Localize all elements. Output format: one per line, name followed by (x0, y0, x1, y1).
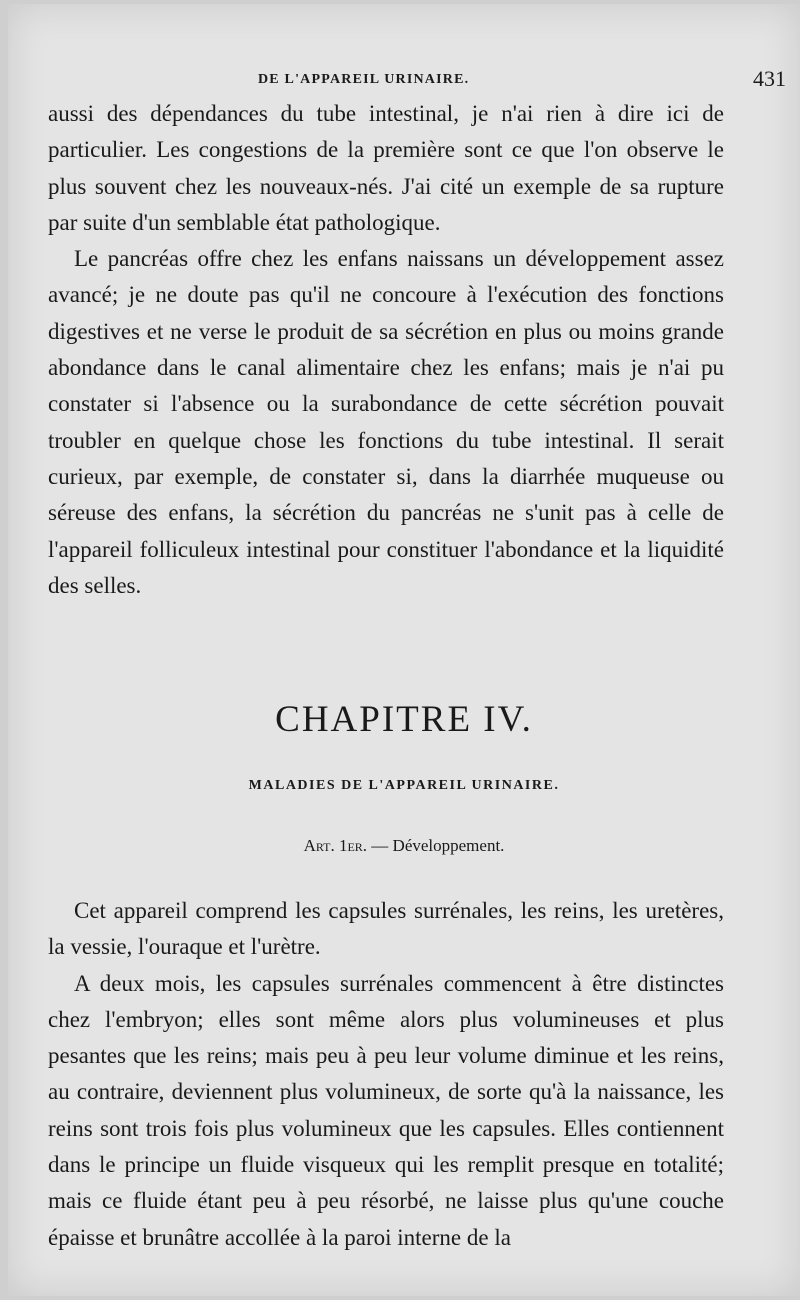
body-text-bottom (48, 893, 724, 1256)
paragraph: A deux mois, les capsules surrénales commencent à être distinctes chez l'embryon; elles sont même alors plus volumineuses et plus pesantes que les reins; mais peu à peu leur volume diminue et les reins, au contraire, deviennent plus volumineux, de sorte qu'à la naissance, les reins sont trois fois plus volumineux que les capsules. Elles contiennent dans le principe un fluide visqueux qui les remplit presque en totalité; mais ce fluide étant peu à peu résorbé, ne laisse plus qu'une couche épaisse et brunâtre accollée à la paroi interne de la (48, 970, 724, 1250)
paragraph: aussi des dépendances du tube intestinal, je n'ai rien à dire ici de particulier. Les congestions de la première sont ce que l'on observe le plus souvent chez les nouveaux-nés. J'ai cité un exemple de sa rupture par suite d'un semblable état pathologique. (48, 101, 724, 235)
article-number: Art. 1er. (303, 836, 368, 855)
chapter-title: CHAPITRE IV. (275, 699, 533, 740)
page-number: 431 (753, 66, 786, 91)
paragraph: Le pancréas offre chez les enfans naissans un développement assez avancé; je ne doute pas qu'il ne concoure à l'exécution des fonctions digestives et ne verse le produit de sa sécrétion en plus ou moins grande abondance dans le canal alimentaire chez les enfans; mais je n'ai pu constater si l'absence ou la surabondance de cette sécrétion pouvait troubler en quelque chose les fonctions du tube intestinal. Il serait curieux, par exemple, de constater si, dans la diarrhée muqueuse ou séreuse des enfans, la sécrétion du pancréas ne s'unit pas à celle de l'appareil folliculeux intestinal pour constituer l'abondance et la liquidité des selles. (48, 246, 724, 598)
article-title: — Développement. (371, 836, 505, 855)
section-title: MALADIES DE L'APPAREIL URINAIRE. (248, 778, 560, 793)
body-text-top (48, 96, 724, 604)
running-title: DE L'APPAREIL URINAIRE. (258, 72, 470, 87)
article-heading (8, 836, 800, 856)
book-page (8, 4, 800, 1296)
paragraph: Cet appareil comprend les capsules surrénales, les reins, les uretères, la vessie, l'ouraque et l'urètre. (48, 898, 724, 960)
page-header (8, 66, 800, 94)
